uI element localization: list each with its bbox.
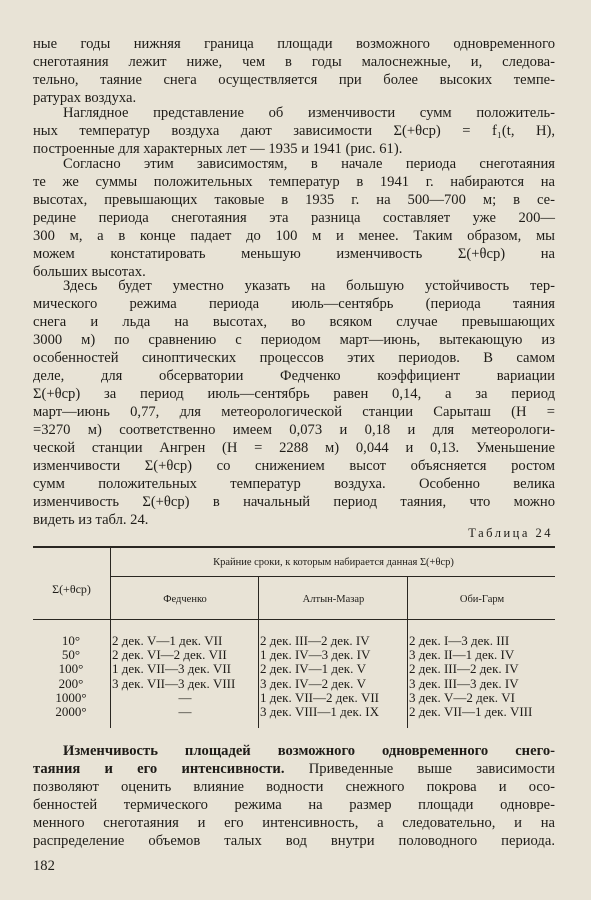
- table-cell: 2 дек. VI—2 дек. VII: [112, 647, 227, 662]
- table-column-divider: [110, 548, 111, 728]
- table-cell: 3 дек. IV—2 дек. V: [260, 676, 367, 691]
- table-cell: 3 дек. VIII—1 дек. IX: [260, 704, 379, 719]
- text-line: снеготаяния лежит ниже, чем в годы малоснежные, и, следова-: [33, 54, 555, 70]
- table-cell: 3 дек. III—3 дек. IV: [409, 676, 519, 691]
- table-row-label: 1000°: [55, 690, 87, 705]
- table-column-divider: [407, 577, 408, 728]
- table-column-header: Алтын-Мазар: [302, 594, 365, 605]
- text-line: изменчивости Σ(+θср) со снижением высот объясняется ростом: [33, 458, 555, 474]
- text-line: ных температур воздуха дают зависимости Σ(+θср) = f₁(t, H),: [33, 123, 555, 139]
- table-cell: 3 дек. VII—3 дек. VIII: [112, 676, 236, 691]
- text-line: распределение объемов талых вод внутри половодного периода.: [33, 833, 555, 849]
- text-line: Наглядное представление об изменчивости сумм положитель-: [63, 105, 555, 121]
- text-line: построенные для характерных лет — 1935 и 1941 (рис. 61).: [33, 141, 403, 157]
- text-line: бенностей термического режима на размер площади одновре-: [33, 797, 555, 813]
- text-line: высотах, превышающих таковые в 1935 г. на 500—700 м; в се-: [33, 192, 555, 208]
- table-group-header: Крайние сроки, к которым набирается данная Σ(+θср): [213, 557, 454, 568]
- table-cell: 2 дек. III—2 дек. IV: [409, 661, 519, 676]
- table-cell: 1 дек. VII—2 дек. VII: [260, 690, 379, 705]
- table-row-header: Σ(+θср): [52, 582, 91, 596]
- text-line: мического режима периода июль—сентябрь (периода таяния: [33, 296, 555, 312]
- text-line: 300 м, а в конце падает до 100 м и менее. Таким образом, мы: [33, 228, 555, 244]
- table-row-label: 50°: [61, 647, 81, 662]
- text-fragment: Приведенные выше зависимости: [284, 761, 555, 777]
- table-row-label: 200°: [58, 676, 84, 691]
- table-column-divider: [258, 577, 259, 728]
- text-line: изменчивость Σ(+θср) в начальный период таяния, что можно: [33, 494, 555, 510]
- text-line: март—июнь 0,77, для метеорологической станции Сарыташ (H =: [33, 404, 555, 420]
- table-cell: 2 дек. IV—1 дек. V: [260, 661, 367, 676]
- table-column-header: Федченко: [163, 594, 207, 605]
- text-line: Согласно этим зависимостям, в начале периода снеготаяния: [63, 156, 555, 172]
- table-cell: 1 дек. IV—3 дек. IV: [260, 647, 371, 662]
- table-row-label: 2000°: [55, 704, 87, 719]
- table-cell: 1 дек. VII—3 дек. VII: [112, 661, 231, 676]
- table-top-rule: [33, 546, 555, 548]
- text-line: можем констатировать меньшую изменчивость Σ(+θср) на: [33, 246, 555, 262]
- table-cell: 2 дек. VII—1 дек. VIII: [409, 704, 533, 719]
- text-line: тельно, таяние снега осуществляется при более высоких темпе-: [33, 72, 555, 88]
- table-header-divider: [110, 576, 555, 577]
- text-line: сумм положительных температур воздуха. Особенно велика: [33, 476, 555, 492]
- table-cell: 2 дек. V—1 дек. VII: [112, 633, 223, 648]
- section-heading: Изменчивость площадей возможного одновременного снего-: [63, 743, 555, 759]
- text-line: менного снеготаяния и его интенсивность, а следовательно, и на: [33, 815, 555, 831]
- table-row-label: 10°: [61, 633, 81, 648]
- table-cell: 2 дек. I—3 дек. III: [409, 633, 510, 648]
- table-cell: 2 дек. III—2 дек. IV: [260, 633, 370, 648]
- text-line: [33, 760, 555, 778]
- text-line: ческой станции Ангрен (H = 2288 м) 0,044 и 0,13. Уменьшение: [33, 440, 555, 456]
- table-cell: 3 дек. V—2 дек. VI: [409, 690, 516, 705]
- text-line: видеть из табл. 24.: [33, 512, 149, 528]
- text-line: 3000 м) по сравнению с периодом март—июнь, вытекающую из: [33, 332, 555, 348]
- page-number: 182: [33, 858, 55, 874]
- section-heading-tail: таяния и его интенсивности.: [33, 761, 285, 777]
- text-line: =3270 м) соответственно имеем 0,073 и 0,18 и для метеорологи-: [33, 422, 555, 438]
- text-line: снега и льда на высотах, во всяком случае превышающих: [33, 314, 555, 330]
- table-column-header: Оби-Гарм: [459, 594, 505, 605]
- table-header-bottom-rule: [33, 619, 555, 620]
- text-line: ные годы нижняя граница площади возможного одновременного: [33, 36, 555, 52]
- text-line: редине периода снеготаяния эта разница составляет уже 200—: [33, 210, 555, 226]
- table-cell: —: [178, 690, 192, 705]
- table-cell: 3 дек. II—1 дек. IV: [409, 647, 515, 662]
- text-line: Здесь будет уместно указать на большую устойчивость тер-: [63, 278, 555, 294]
- text-line: позволяют оценить влияние водности снежного покрова и осо-: [33, 779, 555, 795]
- text-line: те же суммы положительных температур в 1941 г. набираются на: [33, 174, 555, 190]
- text-line: деле, для обсерватории Федченко коэффициент вариации: [33, 368, 555, 384]
- table-caption: Таблица 24: [468, 526, 553, 540]
- text-line: больших высотах.: [33, 264, 146, 280]
- table-cell: —: [178, 704, 192, 719]
- text-line: Σ(+θср) за период июль—сентябрь равен 0,14, а за период: [33, 386, 555, 402]
- text-line: ратурах воздуха.: [33, 90, 137, 106]
- table-row-label: 100°: [58, 661, 84, 676]
- text-line: особенностей синоптических процессов этих периодов. В самом: [33, 350, 555, 366]
